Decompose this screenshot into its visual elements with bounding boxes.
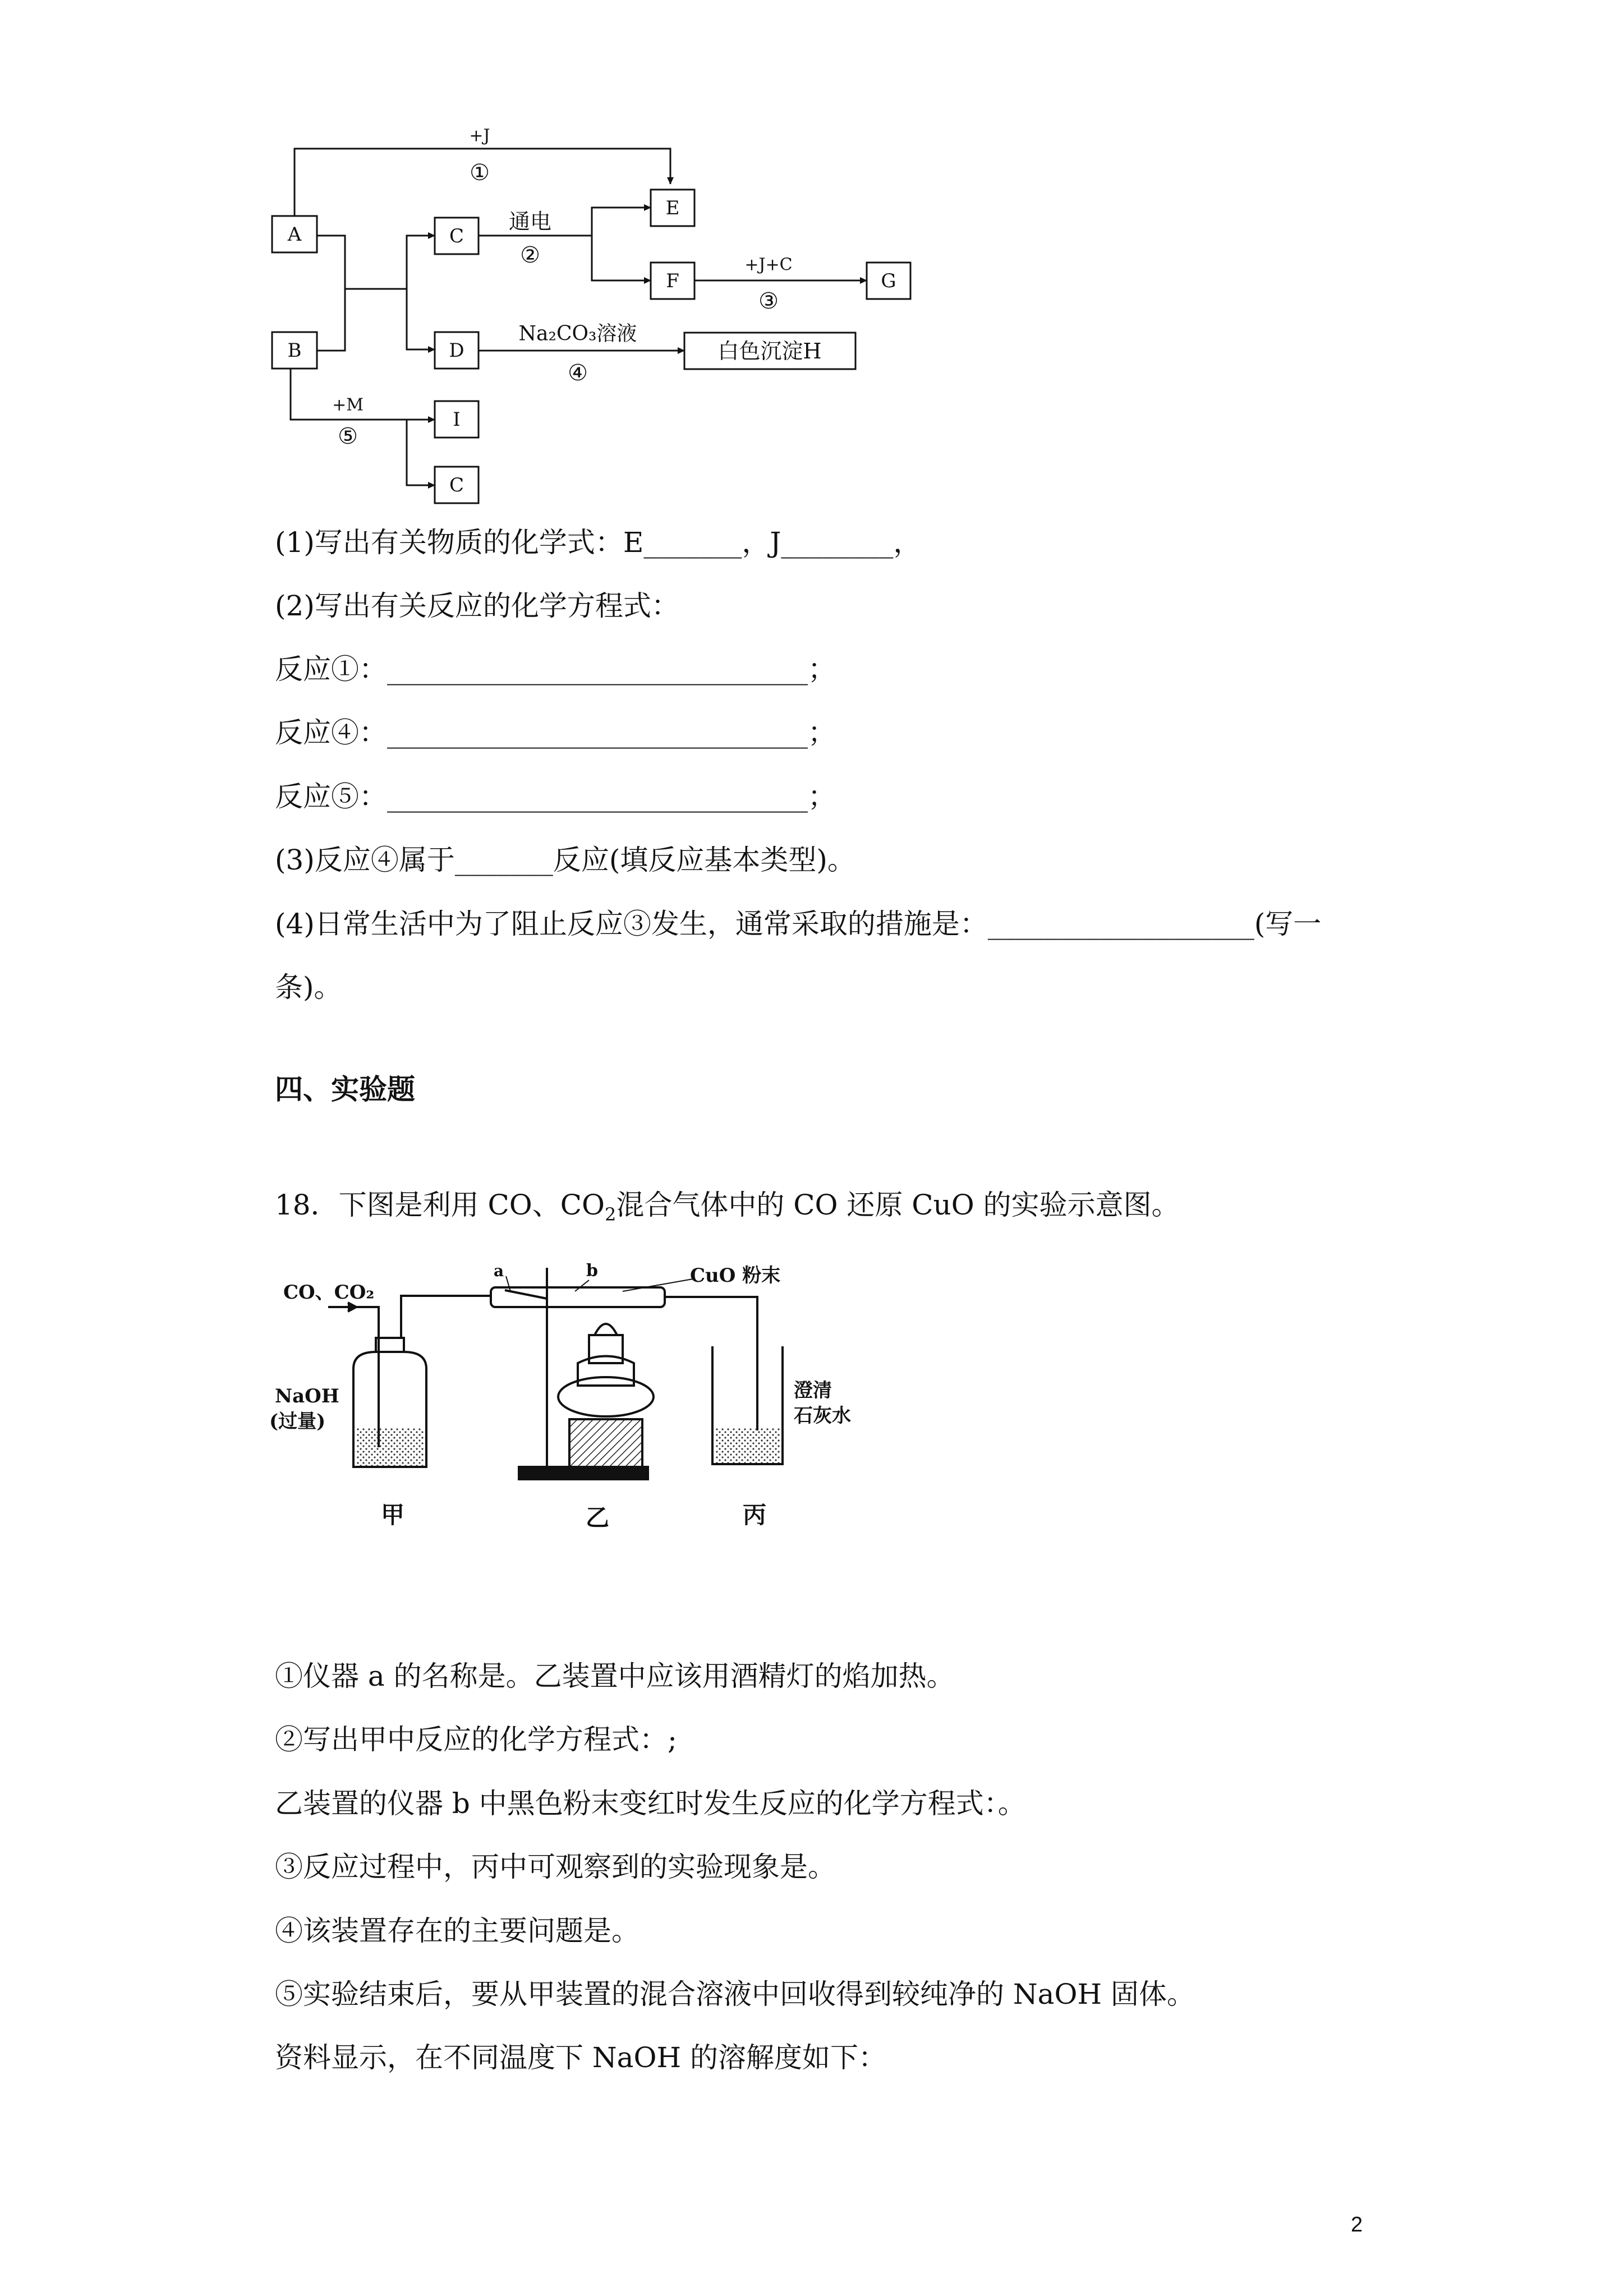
q18-item-3: ③反应过程中，丙中可观察到的实验现象是。 bbox=[275, 1851, 836, 1883]
edge-4-label: Na₂CO₃溶液 bbox=[518, 322, 637, 346]
node-i: I bbox=[453, 408, 461, 431]
q18-intro-sub: 2 bbox=[605, 1204, 617, 1225]
label-bing: 丙 bbox=[742, 1501, 767, 1529]
section-title: 四、实验题 bbox=[275, 1073, 415, 1106]
page-number: 2 bbox=[1351, 2213, 1363, 2237]
node-a: A bbox=[287, 223, 302, 246]
limewater-label-1: 澄清 bbox=[794, 1379, 832, 1402]
label-a: a bbox=[494, 1262, 504, 1280]
edge-3-number: ③ bbox=[758, 288, 779, 314]
q18-item-1: ①仪器 a 的名称是。乙装置中应该用酒精灯的焰加热。 bbox=[275, 1660, 955, 1692]
gas-label: CO、CO₂ bbox=[283, 1281, 375, 1304]
q18-intro bbox=[275, 1188, 1180, 1231]
edge-4-number: ④ bbox=[568, 360, 588, 386]
node-g: G bbox=[881, 270, 896, 292]
q17-reaction-5: 反应⑤：______________________________； bbox=[275, 780, 836, 813]
label-b: b bbox=[586, 1261, 598, 1281]
cuo-label: CuO 粉末 bbox=[690, 1264, 781, 1287]
naoh-excess-label: (过量) bbox=[269, 1410, 326, 1433]
q17-part4-cont: 条)。 bbox=[275, 971, 342, 1004]
reaction-flowchart bbox=[258, 118, 948, 510]
q17-part3: (3)反应④属于_______反应(填反应基本类型)。 bbox=[275, 844, 855, 876]
q18-item-5: ⑤实验结束后，要从甲装置的混合溶液中回收得到较纯净的 NaOH 固体。 bbox=[275, 1978, 1195, 2010]
node-h: 白色沉淀H bbox=[717, 339, 822, 364]
label-yi: 乙 bbox=[585, 1504, 610, 1531]
edge-1-number: ① bbox=[470, 160, 490, 186]
q18-item-2b: 乙装置的仪器 b 中黑色粉末变红时发生反应的化学方程式：。 bbox=[275, 1787, 1026, 1820]
q18-item-6: 资料显示，在不同温度下 NaOH 的溶解度如下： bbox=[275, 2041, 886, 2074]
limewater-label-2: 石灰水 bbox=[794, 1405, 851, 1427]
q17-part4: (4)日常生活中为了阻止反应③发生，通常采取的措施是：___________________(写一 bbox=[275, 908, 1322, 940]
q17-part1: (1)写出有关物质的化学式：E_______，J________， bbox=[275, 526, 922, 559]
q18-item-4: ④该装置存在的主要问题是。 bbox=[275, 1915, 640, 1947]
q18-item-2: ②写出甲中反应的化学方程式：; bbox=[275, 1723, 677, 1756]
edge-2-label: 通电 bbox=[508, 209, 552, 234]
q18-intro-pre: 18．下图是利用 CO、CO bbox=[275, 1189, 605, 1221]
node-d: D bbox=[449, 339, 464, 362]
edge-5-label: +M bbox=[332, 395, 364, 415]
edge-3-label: +J+C bbox=[744, 255, 793, 275]
edge-5-number: ⑤ bbox=[338, 424, 358, 449]
q18-intro-post: 混合气体中的 CO 还原 CuO 的实验示意图。 bbox=[616, 1189, 1180, 1221]
q17-reaction-4: 反应④：______________________________； bbox=[275, 716, 836, 749]
q17-reaction-1: 反应①：______________________________； bbox=[275, 653, 836, 685]
apparatus-diagram bbox=[264, 1257, 954, 1554]
naoh-label: NaOH bbox=[275, 1385, 339, 1407]
node-b: B bbox=[287, 339, 302, 362]
node-f: F bbox=[666, 270, 679, 292]
edge-2-number: ② bbox=[520, 242, 540, 268]
node-c-second: C bbox=[449, 474, 464, 496]
edge-1-label: +J bbox=[469, 126, 490, 146]
q17-part2: (2)写出有关反应的化学方程式： bbox=[275, 590, 679, 622]
node-c: C bbox=[449, 225, 464, 247]
label-jia: 甲 bbox=[380, 1501, 405, 1529]
node-e: E bbox=[665, 197, 680, 219]
